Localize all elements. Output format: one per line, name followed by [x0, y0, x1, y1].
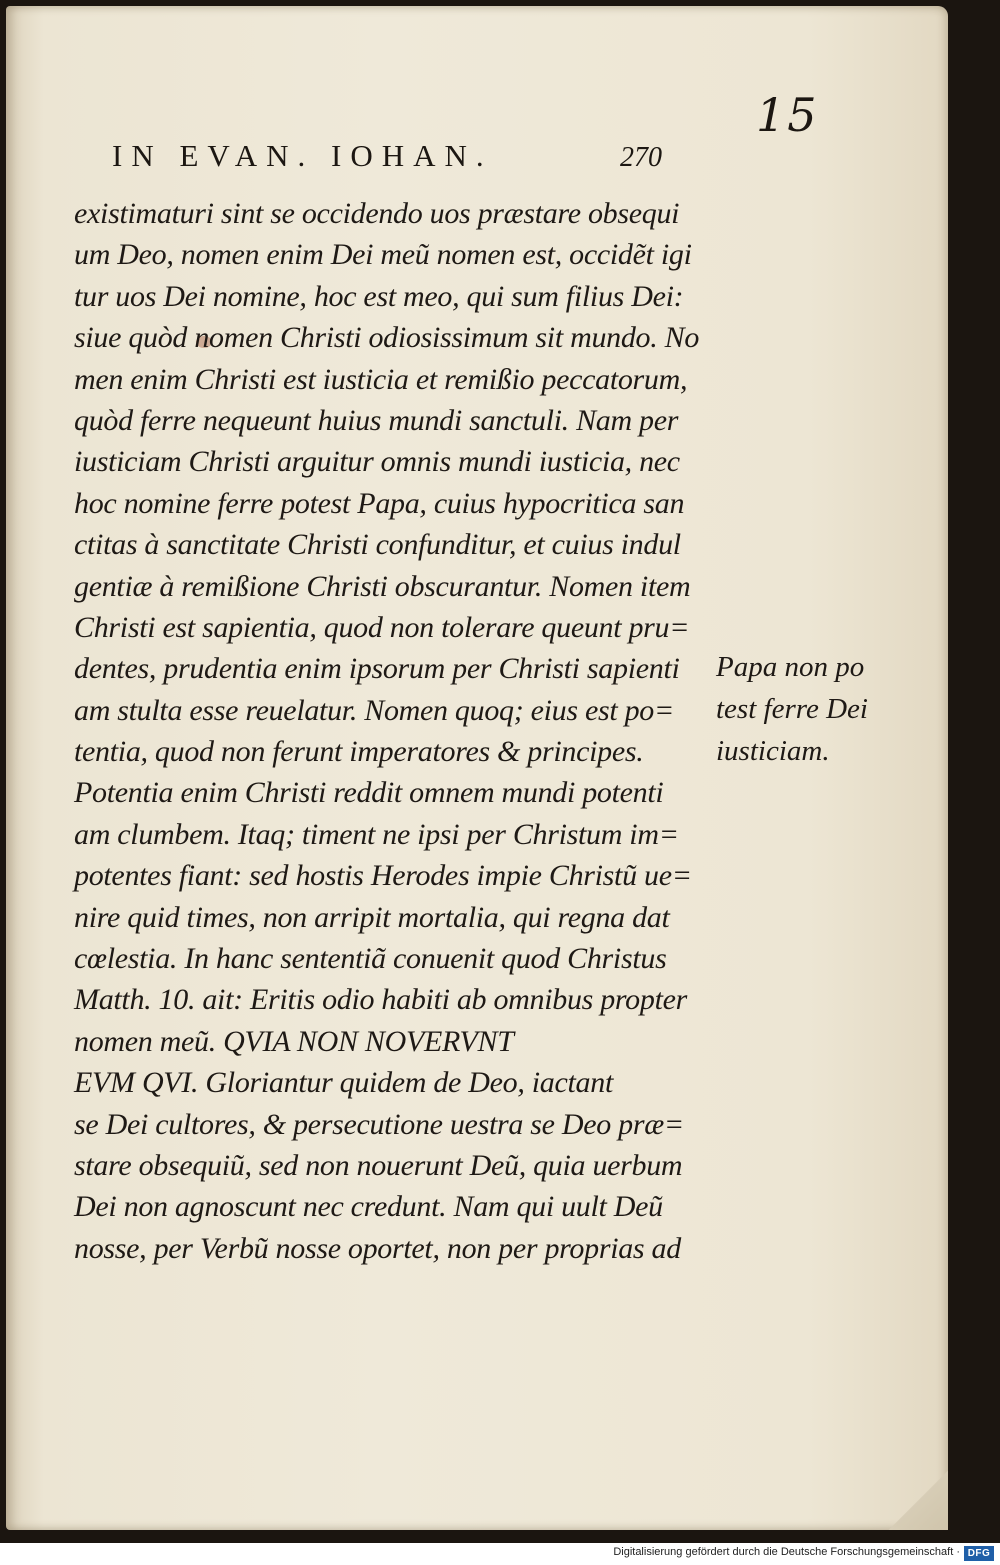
text-line: Matth. 10. ait: Eritis odio habiti ab omnibus propter	[74, 983, 688, 1017]
page-number: 270	[620, 142, 662, 173]
text-line: quòd ferre nequeunt huius mundi sanctuli. Nam per	[74, 403, 679, 437]
text-line: Potentia enim Christi reddit omnem mundi potenti	[74, 776, 664, 810]
dfg-logo: DFG	[964, 1546, 994, 1561]
text-line: existimaturi sint se occidendo uos præstare obsequi	[74, 197, 680, 230]
text-line: tur uos Dei nomine, hoc est meo, qui sum filius Dei:	[74, 279, 684, 313]
text-line: dentes, prudentia enim ipsorum per Christi sapienti	[74, 652, 680, 686]
text-line: ctitas à sanctitate Christi confunditur, et cuius indul	[74, 528, 681, 562]
text-line: iusticiam Christi arguitur omnis mundi iusticia, nec	[74, 445, 680, 479]
text-line: men enim Christi est iusticia et remißio peccatorum,	[74, 362, 688, 396]
text-line: potentes fiant: sed hostis Herodes impie Christũ ue=	[74, 859, 692, 893]
text-line: Dei non agnoscunt nec credunt. Nam qui uult Deũ	[74, 1190, 663, 1224]
text-line: nomen meũ. QVIA NON NOVERVNT	[74, 1024, 514, 1058]
margin-note-line: iusticiam.	[716, 735, 830, 767]
text-line: EVM QVI. Gloriantur quidem de Deo, iactant	[74, 1066, 613, 1100]
text-line: cœlestia. In hanc sententiã conuenit quod Christus	[74, 942, 667, 976]
margin-note-line: Papa non po	[716, 651, 865, 683]
text-line: tentia, quod non ferunt imperatores & principes.	[74, 735, 644, 769]
page-corner-fold	[888, 1470, 948, 1530]
text-line: stare obsequiũ, sed non nouerunt Deũ, quia uerbum	[74, 1148, 683, 1182]
text-line: hoc nomine ferre potest Papa, cuius hypocritica san	[74, 486, 685, 520]
main-text-block	[74, 193, 714, 1269]
text-line: siue quòd nomen Christi odiosissimum sit mundo. No	[74, 321, 700, 355]
margin-note-line: test ferre Dei	[716, 693, 868, 725]
text-line: gentiæ à remißione Christi obscurantur. Nomen item	[74, 569, 691, 603]
handwritten-folio-number: 15	[756, 88, 819, 142]
running-title: IN EVAN. IOHAN.	[112, 138, 493, 173]
text-line: se Dei cultores, & persecutione uestra se Deo præ=	[74, 1107, 684, 1141]
digitization-credit: Digitalisierung gefördert durch die Deutsche Forschungsgemeinschaft ·	[613, 1546, 960, 1558]
text-line: nire quid times, non arripit mortalia, qui regna dat	[74, 900, 670, 934]
digitization-credit-bar	[0, 1543, 1000, 1565]
text-line: um Deo, nomen enim Dei meũ nomen est, occidẽt igi	[74, 238, 692, 272]
running-head	[112, 138, 662, 174]
text-line: nosse, per Verbũ nosse oportet, non per proprias ad	[74, 1231, 681, 1265]
text-line: am clumbem. Itaq; timent ne ipsi per Christum im=	[74, 817, 679, 851]
text-line: Christi est sapientia, quod non tolerare queunt pru=	[74, 610, 690, 644]
marginal-note	[716, 646, 886, 772]
text-line: am stulta esse reuelatur. Nomen quoq; eius est po=	[74, 693, 674, 727]
